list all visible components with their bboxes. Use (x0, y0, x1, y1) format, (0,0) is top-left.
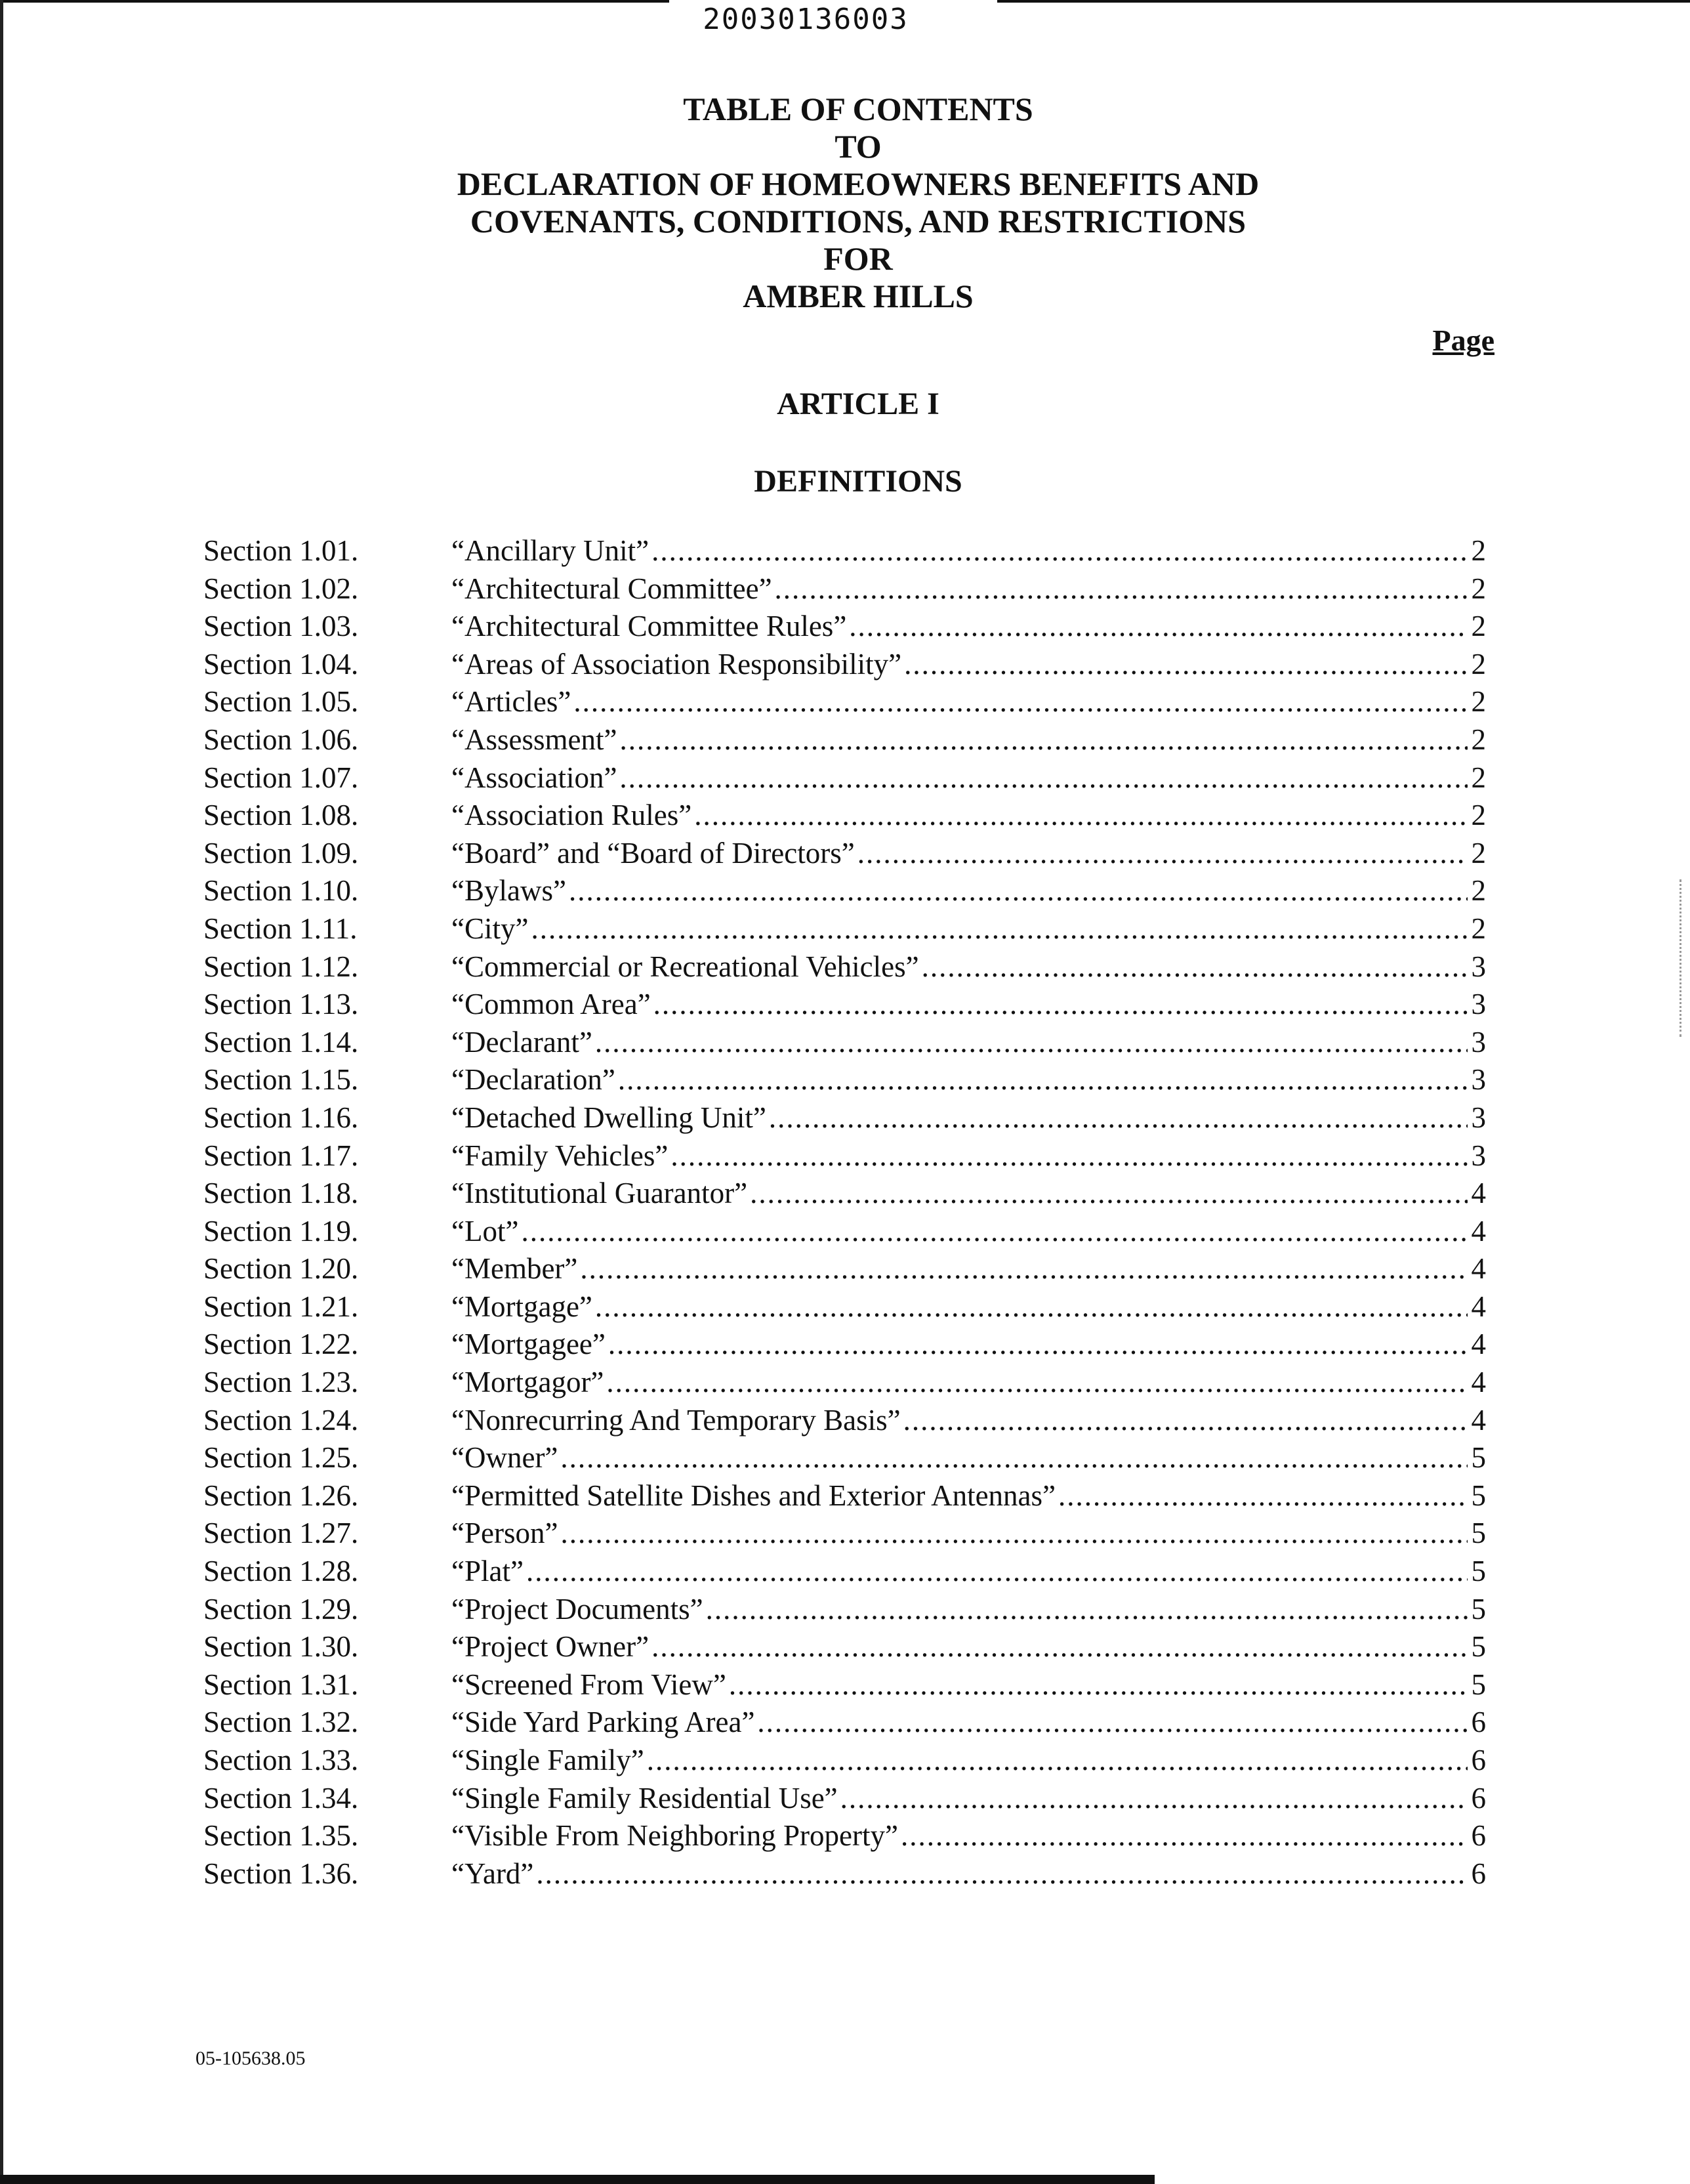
section-number: Section 1.19. (203, 1214, 359, 1248)
document-number: 20030136003 (703, 3, 909, 36)
section-number: Section 1.36. (203, 1857, 359, 1890)
dot-leader (606, 1364, 1468, 1402)
definition-term: “Mortgage” (451, 1290, 592, 1323)
definition-term: “Project Owner” (451, 1630, 649, 1664)
page-number: 2 (1471, 610, 1486, 643)
page-number: 3 (1471, 950, 1486, 983)
toc-entry (203, 721, 1486, 759)
entry-title-container (451, 1628, 1468, 1666)
toc-entry (203, 683, 1486, 721)
definition-term: “Nonrecurring And Temporary Basis” (451, 1403, 901, 1437)
section-number: Section 1.07. (203, 761, 359, 794)
definition-term: “Articles” (451, 685, 571, 719)
definition-term: “Lot” (451, 1214, 519, 1248)
dot-leader (647, 1742, 1468, 1780)
definition-term: “Project Documents” (451, 1592, 703, 1626)
dot-leader (560, 1439, 1468, 1477)
entry-title-container (451, 948, 1468, 986)
section-number: Section 1.35. (203, 1819, 359, 1853)
entry-title-container (451, 1439, 1468, 1477)
section-number: Section 1.02. (203, 572, 359, 605)
toc-entry (203, 986, 1486, 1024)
toc-entry (203, 1817, 1486, 1855)
definition-term: “Commercial or Recreational Vehicles” (451, 950, 919, 983)
toc-entry (203, 1439, 1486, 1477)
entry-title-container (451, 1742, 1468, 1780)
definition-term: “Person” (451, 1517, 558, 1550)
toc-entry (203, 1099, 1486, 1137)
toc-entry (203, 1553, 1486, 1591)
toc-entry (203, 1666, 1486, 1704)
page-number: 6 (1471, 1781, 1486, 1815)
title-line: TABLE OF CONTENTS (683, 91, 1033, 127)
entry-title-container (451, 1817, 1468, 1855)
dot-leader (569, 872, 1468, 910)
entry-title-container (451, 1326, 1468, 1364)
definition-term: “Side Yard Parking Area” (451, 1706, 755, 1739)
dot-leader (903, 1402, 1468, 1440)
toc-entry (203, 872, 1486, 910)
page-number: 4 (1471, 1403, 1486, 1437)
section-number: Section 1.23. (203, 1366, 359, 1399)
entry-title-container (451, 1855, 1468, 1893)
entry-title-container (451, 608, 1468, 646)
page-number: 4 (1471, 1252, 1486, 1286)
dot-leader (706, 1591, 1468, 1629)
entry-title-container (451, 1780, 1468, 1818)
section-number: Section 1.27. (203, 1517, 359, 1550)
section-number: Section 1.24. (203, 1403, 359, 1437)
page-number: 5 (1471, 1517, 1486, 1550)
entry-title-container (451, 1553, 1468, 1591)
page-number: 3 (1471, 1025, 1486, 1059)
definition-term: “Family Vehicles” (451, 1139, 669, 1172)
toc-entry (203, 910, 1486, 948)
definition-term: “Member” (451, 1252, 578, 1286)
page-number: 2 (1471, 723, 1486, 756)
definition-term: “Declaration” (451, 1063, 615, 1097)
page-number: 5 (1471, 1668, 1486, 1701)
dot-leader (595, 1024, 1468, 1062)
toc-entry (203, 1742, 1486, 1780)
document-title (13, 91, 1690, 315)
entry-title-container (451, 759, 1468, 797)
definition-term: “Architectural Committee Rules” (451, 610, 847, 643)
page-number: 4 (1471, 1177, 1486, 1210)
entry-title-container (451, 1477, 1468, 1515)
section-number: Section 1.34. (203, 1781, 359, 1815)
page-column-header: Page (1432, 324, 1494, 357)
definition-term: “Owner” (451, 1441, 558, 1475)
toc-entry (203, 646, 1486, 684)
entry-title-container (451, 986, 1468, 1024)
page-number: 4 (1471, 1214, 1486, 1248)
dot-leader (769, 1099, 1468, 1137)
entry-title-container (451, 721, 1468, 759)
entry-title-container (451, 1591, 1468, 1629)
definition-term: “Yard” (451, 1857, 534, 1890)
dot-leader (849, 608, 1468, 646)
section-number: Section 1.08. (203, 799, 359, 832)
toc-entry (203, 1477, 1486, 1515)
article-heading: ARTICLE I (777, 387, 939, 421)
entry-title-container (451, 1288, 1468, 1326)
entry-title-container (451, 910, 1468, 948)
page-number: 3 (1471, 1101, 1486, 1134)
entry-title-container (451, 683, 1468, 721)
section-number: Section 1.15. (203, 1063, 359, 1097)
section-number: Section 1.14. (203, 1025, 359, 1059)
scan-edge-bottom (0, 2175, 1155, 2184)
page-number: 4 (1471, 1366, 1486, 1399)
entry-title-container (451, 835, 1468, 873)
definition-term: “Areas of Association Responsibility” (451, 647, 902, 681)
page-number: 2 (1471, 912, 1486, 945)
page-number: 3 (1471, 1063, 1486, 1097)
section-number: Section 1.30. (203, 1630, 359, 1664)
toc-entry (203, 608, 1486, 646)
toc-entry (203, 1591, 1486, 1629)
dot-leader (757, 1704, 1468, 1742)
dot-leader (857, 835, 1468, 873)
dot-leader (526, 1553, 1468, 1591)
footer-document-code: 05-105638.05 (196, 2048, 306, 2069)
dot-leader (651, 532, 1468, 570)
dot-leader (580, 1250, 1468, 1288)
toc-entry (203, 1628, 1486, 1666)
definition-term: “Architectural Committee” (451, 572, 772, 605)
definition-term: “Bylaws” (451, 874, 566, 908)
definition-term: “Mortgagor” (451, 1366, 604, 1399)
definition-term: “City” (451, 912, 529, 945)
entry-title-container (451, 1137, 1468, 1175)
section-number: Section 1.21. (203, 1290, 359, 1323)
page-number: 2 (1471, 647, 1486, 681)
section-number: Section 1.01. (203, 534, 359, 567)
dot-leader (619, 721, 1468, 759)
page-number: 5 (1471, 1441, 1486, 1475)
definition-term: “Screened From View” (451, 1668, 726, 1701)
dot-leader (901, 1817, 1468, 1855)
page-number: 6 (1471, 1819, 1486, 1853)
page-number: 5 (1471, 1630, 1486, 1664)
section-number: Section 1.29. (203, 1592, 359, 1626)
dot-leader (694, 797, 1468, 835)
definition-term: “Plat” (451, 1555, 524, 1588)
entry-title-container (451, 1666, 1468, 1704)
definition-term: “Board” and “Board of Directors” (451, 836, 855, 870)
scan-edge-left (0, 0, 3, 2184)
toc-entry (203, 1288, 1486, 1326)
toc-entry (203, 1326, 1486, 1364)
entry-title-container (451, 646, 1468, 684)
dot-leader (670, 1137, 1468, 1175)
toc-entry (203, 948, 1486, 986)
definition-term: “Ancillary Unit” (451, 534, 649, 567)
page-number: 5 (1471, 1555, 1486, 1588)
dot-leader (750, 1175, 1468, 1213)
toc-entry (203, 1515, 1486, 1553)
toc-entry (203, 1364, 1486, 1402)
toc-entry (203, 1024, 1486, 1062)
dot-leader (651, 1628, 1468, 1666)
page-number: 2 (1471, 836, 1486, 870)
entry-title-container (451, 1364, 1468, 1402)
section-number: Section 1.16. (203, 1101, 359, 1134)
section-number: Section 1.25. (203, 1441, 359, 1475)
definition-term: “Declarant” (451, 1025, 592, 1059)
toc-entry (203, 1250, 1486, 1288)
definition-term: “Detached Dwelling Unit” (451, 1101, 766, 1134)
entry-title-container (451, 797, 1468, 835)
page-number: 2 (1471, 799, 1486, 832)
page-number: 4 (1471, 1328, 1486, 1361)
section-number: Section 1.05. (203, 685, 359, 719)
page-number: 5 (1471, 1479, 1486, 1512)
toc-entry (203, 1704, 1486, 1742)
toc-entry (203, 1213, 1486, 1251)
toc-entry (203, 1137, 1486, 1175)
page-number: 6 (1471, 1857, 1486, 1890)
toc-entry (203, 797, 1486, 835)
section-number: Section 1.13. (203, 988, 359, 1021)
toc-entry (203, 1175, 1486, 1213)
page-number: 5 (1471, 1592, 1486, 1626)
entry-title-container (451, 1704, 1468, 1742)
dot-leader (560, 1515, 1468, 1553)
page-number: 6 (1471, 1706, 1486, 1739)
entry-title-container (451, 1175, 1468, 1213)
page-number: 2 (1471, 572, 1486, 605)
toc-entry (203, 759, 1486, 797)
toc-entry (203, 570, 1486, 608)
page-number: 4 (1471, 1290, 1486, 1323)
page-number: 2 (1471, 685, 1486, 719)
dot-leader (531, 910, 1468, 948)
section-number: Section 1.33. (203, 1744, 359, 1776)
section-number: Section 1.18. (203, 1177, 359, 1210)
definition-term: “Association Rules” (451, 799, 692, 832)
entry-title-container (451, 532, 1468, 570)
toc-entry (203, 532, 1486, 570)
title-line: COVENANTS, CONDITIONS, AND RESTRICTIONS (470, 203, 1247, 240)
dot-leader (1058, 1477, 1468, 1515)
dot-leader (573, 683, 1468, 721)
page-number: 2 (1471, 874, 1486, 908)
section-number: Section 1.17. (203, 1139, 359, 1172)
title-line: AMBER HILLS (743, 278, 974, 314)
title-line: FOR (823, 240, 893, 277)
dot-leader (608, 1326, 1468, 1364)
entry-title-container (451, 872, 1468, 910)
section-number: Section 1.11. (203, 912, 358, 945)
definition-term: “Mortgagee” (451, 1328, 606, 1361)
definition-term: “Single Family Residential Use” (451, 1781, 838, 1815)
page-number: 2 (1471, 534, 1486, 567)
section-number: Section 1.10. (203, 874, 359, 908)
definition-term: “Single Family” (451, 1744, 644, 1776)
toc-entry (203, 835, 1486, 873)
table-of-contents (203, 532, 1486, 1893)
scan-noise-marks (1680, 879, 1684, 1037)
dot-leader (729, 1666, 1468, 1704)
dot-leader (521, 1213, 1468, 1251)
definition-term: “Association” (451, 761, 617, 794)
section-number: Section 1.09. (203, 836, 359, 870)
toc-entry (203, 1855, 1486, 1893)
page-number: 2 (1471, 761, 1486, 794)
dot-leader (775, 570, 1468, 608)
toc-entry (203, 1402, 1486, 1440)
entry-title-container (451, 1250, 1468, 1288)
section-number: Section 1.26. (203, 1479, 359, 1512)
dot-leader (653, 986, 1468, 1024)
dot-leader (904, 646, 1468, 684)
section-number: Section 1.12. (203, 950, 359, 983)
section-number: Section 1.22. (203, 1328, 359, 1361)
entry-title-container (451, 570, 1468, 608)
definition-term: “Permitted Satellite Dishes and Exterior Antennas” (451, 1479, 1056, 1512)
page-number: 6 (1471, 1744, 1486, 1776)
definition-term: “Visible From Neighboring Property” (451, 1819, 898, 1853)
section-number: Section 1.31. (203, 1668, 359, 1701)
definition-term: “Common Area” (451, 988, 651, 1021)
dot-leader (595, 1288, 1468, 1326)
section-number: Section 1.03. (203, 610, 359, 643)
entry-title-container (451, 1024, 1468, 1062)
entry-title-container (451, 1515, 1468, 1553)
dot-leader (922, 948, 1468, 986)
entry-title-container (451, 1099, 1468, 1137)
definition-term: “Institutional Guarantor” (451, 1177, 748, 1210)
title-line: TO (835, 128, 882, 165)
dot-leader (619, 759, 1468, 797)
entry-title-container (451, 1061, 1468, 1099)
title-line: DECLARATION OF HOMEOWNERS BENEFITS AND (457, 165, 1260, 202)
article-subheading: DEFINITIONS (754, 464, 962, 499)
dot-leader (536, 1855, 1468, 1893)
entry-title-container (451, 1213, 1468, 1251)
page-number: 3 (1471, 1139, 1486, 1172)
toc-entry (203, 1061, 1486, 1099)
toc-entry (203, 1780, 1486, 1818)
entry-title-container (451, 1402, 1468, 1440)
section-number: Section 1.32. (203, 1706, 359, 1739)
section-number: Section 1.28. (203, 1555, 359, 1588)
section-number: Section 1.06. (203, 723, 359, 756)
dot-leader (840, 1780, 1468, 1818)
dot-leader (618, 1061, 1468, 1099)
section-number: Section 1.20. (203, 1252, 359, 1286)
definition-term: “Assessment” (451, 723, 617, 756)
page-number: 3 (1471, 988, 1486, 1021)
section-number: Section 1.04. (203, 647, 359, 681)
